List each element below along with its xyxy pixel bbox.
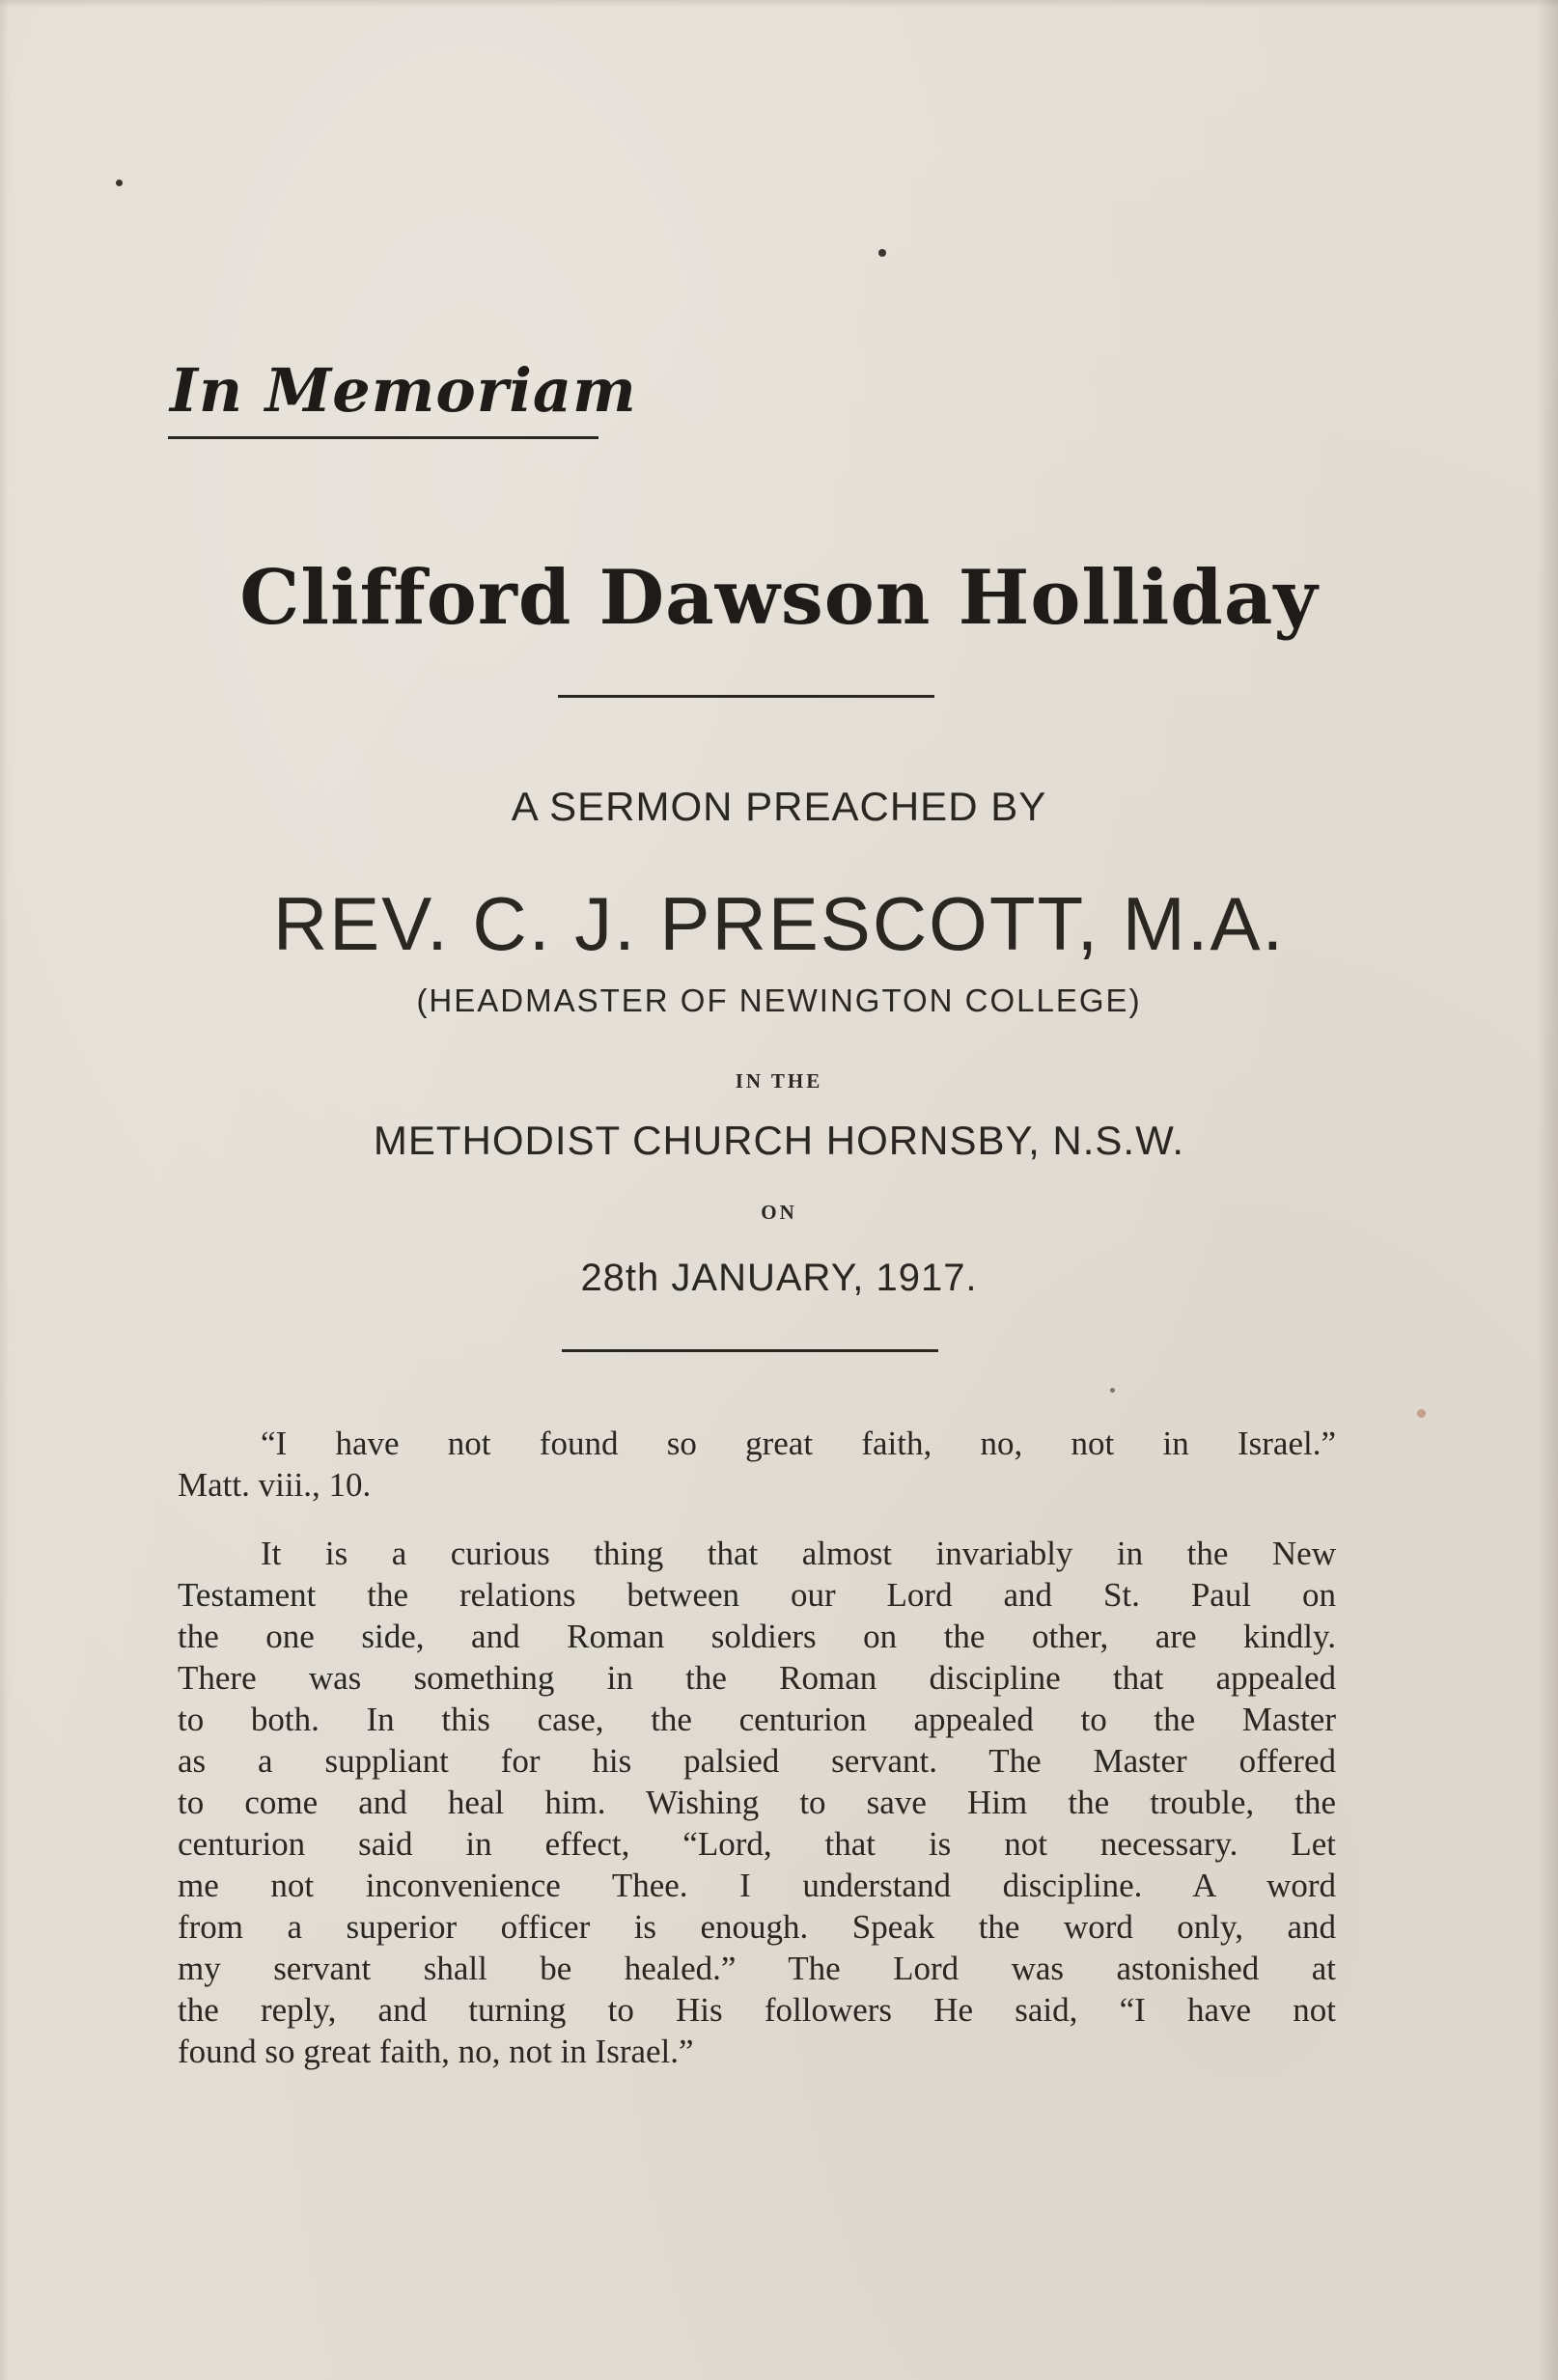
in-memoriam-heading: In Memoriam — [170, 355, 637, 426]
heading-underline — [168, 436, 598, 439]
ink-speck — [878, 249, 886, 257]
on-label: ON — [761, 1201, 797, 1224]
paragraph-line: found so great faith, no, not in Israel.” — [178, 2033, 694, 2070]
paragraph-line: from a superior officer is enough. Speak the word only, and — [178, 1908, 1336, 1946]
paragraph-line: to come and heal him. Wishing to save Him the trouble, the — [178, 1784, 1336, 1821]
ink-speck — [1110, 1388, 1115, 1393]
ink-speck — [116, 180, 123, 186]
paragraph-line: my servant shall be healed.” The Lord was astonished at — [178, 1950, 1336, 1987]
ink-speck — [1417, 1409, 1426, 1418]
paragraph-line: the one side, and Roman soldiers on the other, are kindly. — [178, 1618, 1336, 1655]
subject-name: Clifford Dawson Holliday — [239, 554, 1319, 642]
paragraph-line: as a suppliant for his palsied servant. The Master offered — [178, 1742, 1336, 1780]
in-the-label: IN THE — [735, 1069, 823, 1093]
paragraph-line: centurion said in effect, “Lord, that is not necessary. Let — [178, 1825, 1336, 1863]
epigraph — [178, 1423, 1336, 1506]
paragraph-line: me not inconvenience Thee. I understand discipline. A word — [178, 1867, 1336, 1904]
church-place: METHODIST CHURCH HORNSBY, N.S.W. — [373, 1118, 1185, 1163]
paragraph-line: It is a curious thing that almost invariably in the New — [261, 1535, 1336, 1572]
paragraph-line: the reply, and turning to His followers He said, “I have not — [178, 1991, 1336, 2029]
epigraph-quote: “I have not found so great faith, no, not in Israel.” — [261, 1425, 1336, 1462]
paragraph-line: to both. In this case, the centurion appealed to the Master — [178, 1701, 1336, 1738]
paragraph-line: Testament the relations between our Lord and St. Paul on — [178, 1576, 1336, 1614]
preacher-name: REV. C. J. PRESCOTT, M.A. — [272, 881, 1286, 966]
preacher-role: (HEADMASTER OF NEWINGTON COLLEGE) — [416, 982, 1142, 1018]
sermon-paragraph — [178, 1533, 1336, 2072]
divider-rule — [562, 1349, 938, 1352]
page-left-shadow — [0, 0, 10, 2380]
sermon-intro: A SERMON PREACHED BY — [511, 784, 1047, 829]
page-top-shadow — [0, 0, 1558, 8]
paragraph-line: There was something in the Roman discipline that appealed — [178, 1659, 1336, 1697]
sermon-date: 28th JANUARY, 1917. — [580, 1257, 978, 1299]
epigraph-citation: Matt. viii., 10. — [178, 1466, 372, 1504]
divider-rule — [558, 695, 934, 698]
page-right-shadow — [1537, 0, 1558, 2380]
